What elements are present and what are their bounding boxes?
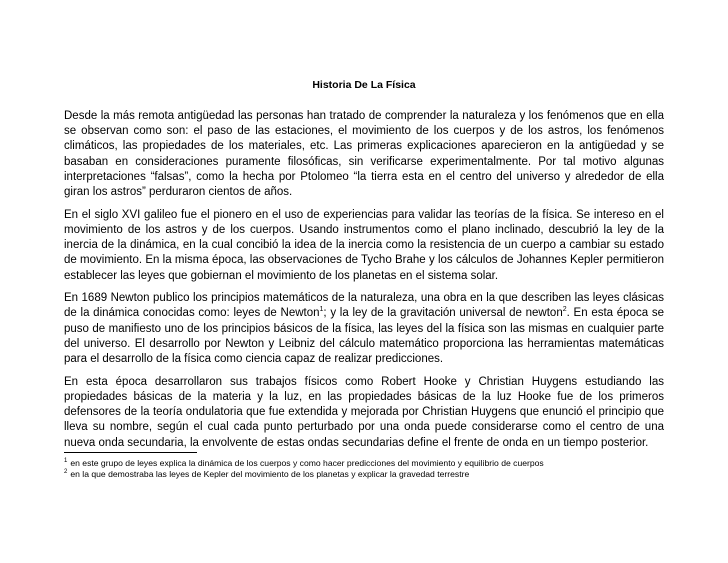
paragraph-newton-part2: ; y la ley de la gravitación universal de newton [323, 307, 563, 320]
footnote-1 [64, 458, 684, 469]
paragraph-newton-part3: . En esta época se puso de manifiesto uno de los principios básicos de la física, las leyes del la física son las mismas en cualquier parte del universo. El desarrollo por Newton y Leibniz del cálculo matemático proporciona las herramientas matemáticas para el desarrollo de la física como ciencia capaz de realizar predicciones. [64, 307, 664, 366]
document-title: Historia De La Física [312, 79, 416, 91]
paragraph-antiguedad: Desde la más remota antigüedad las personas han tratado de comprender la naturaleza y los fenómenos que en ella se observan como son: el paso de las estaciones, el movimiento de los cuerpos y de los astros, los fenómenos climáticos, las propiedades de los materiales, etc. Las primeras explicaciones aparecieron en la antigüedad y se basaban en consideraciones puramente filosóficas, sin verificarse experimentalmente. Por tal motivo algunas interpretaciones “falsas”, como la hecha por Ptolomeo “la tierra esta en el centro del universo y alrededor de ella giran los astros” perduraron cientos de años. [64, 110, 664, 199]
footnote-separator [64, 452, 197, 453]
footnote-2 [64, 469, 684, 480]
paragraph-galileo: En el siglo XVI galileo fue el pionero en el uso de experiencias para validar las teorías de la física. Se intereso en el movimiento de los astros y de los cuerpos. Usando instrumentos como el plano inclinado, descubrió la ley de la inercia de la dinámica, en la cual concibió la idea de la inercia como la resistencia de un cuerpo a cambiar su estado de movimiento. En la misma época, las observaciones de Tycho Brahe y los cálculos de Johannes Kepler permitieron establecer las leyes que gobiernan el movimiento de los planetas en el sistema solar. [64, 208, 664, 282]
footnote-ref-2[interactable]: 2 [562, 306, 567, 314]
paragraph-newton [64, 291, 664, 367]
footnote-ref-1[interactable]: 1 [319, 306, 324, 314]
footnote-text-1: en este grupo de leyes explica la dinámica de los cuerpos y como hacer predicciones del movimiento y equilibrio de cuerpos [70, 458, 544, 468]
footnote-mark-2: 2 [64, 468, 68, 475]
footnote-text-2: en la que demostraba las leyes de Kepler del movimiento de los planetas y explicar la gravedad terrestre [70, 468, 470, 479]
paragraph-newton-part1: En 1689 Newton publico los principios matemáticos de la naturaleza, una obra en la que describen las leyes clásicas de la dinámica conocidas como: leyes de Newton [64, 292, 664, 320]
paragraph-hooke-huygens: En esta época desarrollaron sus trabajos físicos como Robert Hooke y Christian Huygens estudiando las propiedades básicas de la materia y la luz, en las propiedades básicas de la luz Hooke fue de los primeros defensores de la teoría ondulatoria que fue extendida y mejorada por Christian Huygens que enunció el principio que lleva su nombre, según el cual cada punto perturbado por una onda puede considerarse como el centro de una nueva onda secundaria, la envolvente de estas ondas secundarias define el frente de onda en un tiempo posterior. [64, 375, 664, 449]
footnotes [64, 458, 684, 479]
footnote-mark-1: 1 [64, 458, 68, 465]
document-body [64, 109, 664, 458]
